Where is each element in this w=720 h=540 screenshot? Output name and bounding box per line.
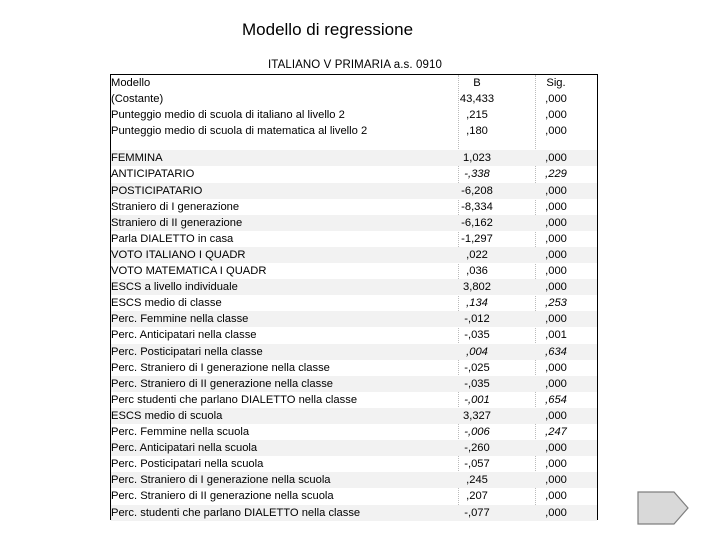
table-row bbox=[111, 279, 597, 295]
row-sig-value: ,000 bbox=[545, 184, 567, 197]
row-b-value: 3,802 bbox=[463, 281, 491, 294]
table-row bbox=[111, 295, 597, 311]
row-sig-value: ,000 bbox=[545, 313, 567, 326]
row-sig-value: ,000 bbox=[545, 232, 567, 245]
table-row bbox=[111, 247, 597, 263]
row-label: ESCS medio di classe bbox=[111, 297, 222, 310]
row-sig-value: ,000 bbox=[545, 361, 567, 374]
row-b-value: 3,327 bbox=[463, 409, 491, 422]
row-label: ESCS a livello individuale bbox=[111, 281, 238, 294]
table-subtitle: ITALIANO V PRIMARIA a.s. 0910 bbox=[268, 59, 442, 71]
row-sig-value: ,000 bbox=[545, 152, 567, 165]
table-row bbox=[111, 440, 597, 456]
row-label: VOTO ITALIANO I QUADR bbox=[111, 248, 246, 261]
row-b-value: 43,433 bbox=[459, 93, 495, 105]
row-sig-value: ,000 bbox=[545, 458, 567, 471]
row-sig-value: ,654 bbox=[545, 393, 567, 406]
row-b-value: -,260 bbox=[464, 442, 490, 455]
row-label: Punteggio medio di scuola di italiano al livello 2 bbox=[111, 109, 345, 122]
table-row bbox=[111, 392, 597, 408]
row-sig-value: ,000 bbox=[545, 248, 567, 261]
row-label: VOTO MATEMATICA I QUADR bbox=[111, 265, 267, 277]
row-sig-value: ,001 bbox=[545, 329, 567, 342]
table-row bbox=[111, 107, 597, 123]
row-sig-value: ,229 bbox=[545, 168, 567, 181]
row-sig-value: ,000 bbox=[545, 265, 567, 277]
row-label: ESCS medio di scuola bbox=[111, 409, 223, 422]
row-label: Straniero di II generazione bbox=[111, 216, 243, 229]
row-sig-value: ,000 bbox=[545, 281, 567, 294]
row-label: Perc. Straniero di I generazione nella classe bbox=[111, 361, 330, 374]
row-sig-value: ,000 bbox=[545, 93, 567, 105]
table-header-row bbox=[111, 75, 597, 91]
row-label: Punteggio medio di scuola di matematica al livello 2 bbox=[111, 125, 368, 138]
header-sig: Sig. bbox=[546, 77, 566, 89]
row-label: Perc. Posticipatari nella classe bbox=[111, 345, 263, 358]
table-row bbox=[111, 150, 597, 166]
row-sig-value: ,000 bbox=[545, 125, 567, 138]
table-row bbox=[111, 183, 597, 199]
row-b-value: -,025 bbox=[464, 361, 490, 374]
row-b-value: -6,162 bbox=[461, 216, 493, 229]
row-b-value: -,077 bbox=[464, 506, 490, 519]
row-label: Perc studenti che parlano DIALETTO nella classe bbox=[111, 393, 358, 406]
table-row bbox=[111, 91, 597, 107]
header-modello: Modello bbox=[111, 77, 151, 89]
row-label: Straniero di I generazione bbox=[111, 200, 240, 213]
row-sig-value: ,000 bbox=[545, 474, 567, 487]
row-sig-value: ,000 bbox=[545, 409, 567, 422]
table-row bbox=[111, 263, 597, 279]
table-row bbox=[111, 505, 597, 521]
row-label: Perc. Femmine nella classe bbox=[111, 313, 249, 326]
table-row bbox=[111, 456, 597, 472]
table-row bbox=[111, 199, 597, 215]
row-b-value: -1,297 bbox=[461, 232, 493, 245]
row-label: Perc. Anticipatari nella scuola bbox=[111, 442, 258, 455]
row-b-value: -,057 bbox=[464, 458, 490, 471]
table-row bbox=[111, 231, 597, 247]
row-sig-value: ,634 bbox=[545, 345, 567, 358]
row-label: ANTICIPATARIO bbox=[111, 168, 195, 181]
row-b-value: -,035 bbox=[464, 329, 490, 342]
row-label: Perc. Straniero di I generazione nella scuola bbox=[111, 474, 331, 487]
table-row bbox=[111, 376, 597, 392]
row-label: POSTICIPATARIO bbox=[111, 184, 203, 197]
table-row bbox=[111, 488, 597, 504]
table-row bbox=[111, 424, 597, 440]
row-b-value: -,001 bbox=[464, 393, 490, 406]
row-label: FEMMINA bbox=[111, 152, 163, 165]
row-b-value: -,012 bbox=[464, 313, 490, 326]
table-row bbox=[111, 408, 597, 424]
row-label: (Costante) bbox=[111, 93, 164, 105]
slide-title: Modello di regressione bbox=[242, 20, 414, 39]
row-b-value: ,004 bbox=[466, 345, 488, 358]
row-label: Perc. Anticipatari nella classe bbox=[111, 329, 257, 342]
row-b-value: ,215 bbox=[466, 109, 488, 122]
table-row bbox=[111, 311, 597, 327]
row-label: Perc. studenti che parlano DIALETTO nella classe bbox=[111, 506, 361, 519]
table-row bbox=[111, 344, 597, 360]
row-b-value: -8,334 bbox=[461, 200, 493, 213]
row-sig-value: ,000 bbox=[545, 109, 567, 122]
next-slide-arrow-icon[interactable] bbox=[637, 491, 689, 525]
header-b: B bbox=[473, 77, 481, 89]
row-b-value: ,134 bbox=[466, 297, 488, 310]
row-label: Perc. Posticipatari nella scuola bbox=[111, 458, 264, 471]
row-sig-value: ,000 bbox=[545, 377, 567, 390]
row-sig-value: ,253 bbox=[545, 297, 567, 310]
row-b-value: ,036 bbox=[466, 265, 488, 277]
table-row bbox=[111, 166, 597, 182]
row-b-value: ,022 bbox=[466, 248, 488, 261]
row-label: Perc. Straniero di II generazione nella scuola bbox=[111, 490, 334, 503]
row-b-value: -,338 bbox=[464, 168, 490, 181]
row-sig-value: ,247 bbox=[545, 426, 567, 438]
row-b-value: -6,208 bbox=[461, 184, 493, 197]
table-row bbox=[111, 472, 597, 488]
table-row bbox=[111, 327, 597, 343]
row-b-value: -,035 bbox=[464, 377, 490, 390]
row-b-value: ,207 bbox=[466, 490, 488, 503]
row-b-value: -,006 bbox=[464, 426, 490, 438]
row-sig-value: ,000 bbox=[545, 442, 567, 455]
table-row bbox=[111, 215, 597, 231]
row-sig-value: ,000 bbox=[545, 490, 567, 503]
row-b-value: 1,023 bbox=[463, 152, 491, 165]
table-row bbox=[111, 123, 597, 139]
row-sig-value: ,000 bbox=[545, 506, 567, 519]
row-label: Perc. Femmine nella scuola bbox=[111, 426, 250, 438]
regression-table bbox=[110, 74, 598, 520]
row-label: Perc. Straniero di II generazione nella classe bbox=[111, 377, 334, 390]
row-sig-value: ,000 bbox=[545, 200, 567, 213]
table-row bbox=[111, 360, 597, 376]
row-label: Parla DIALETTO in casa bbox=[111, 232, 234, 245]
row-b-value: ,180 bbox=[466, 125, 488, 138]
row-b-value: ,245 bbox=[466, 474, 488, 487]
row-sig-value: ,000 bbox=[545, 216, 567, 229]
